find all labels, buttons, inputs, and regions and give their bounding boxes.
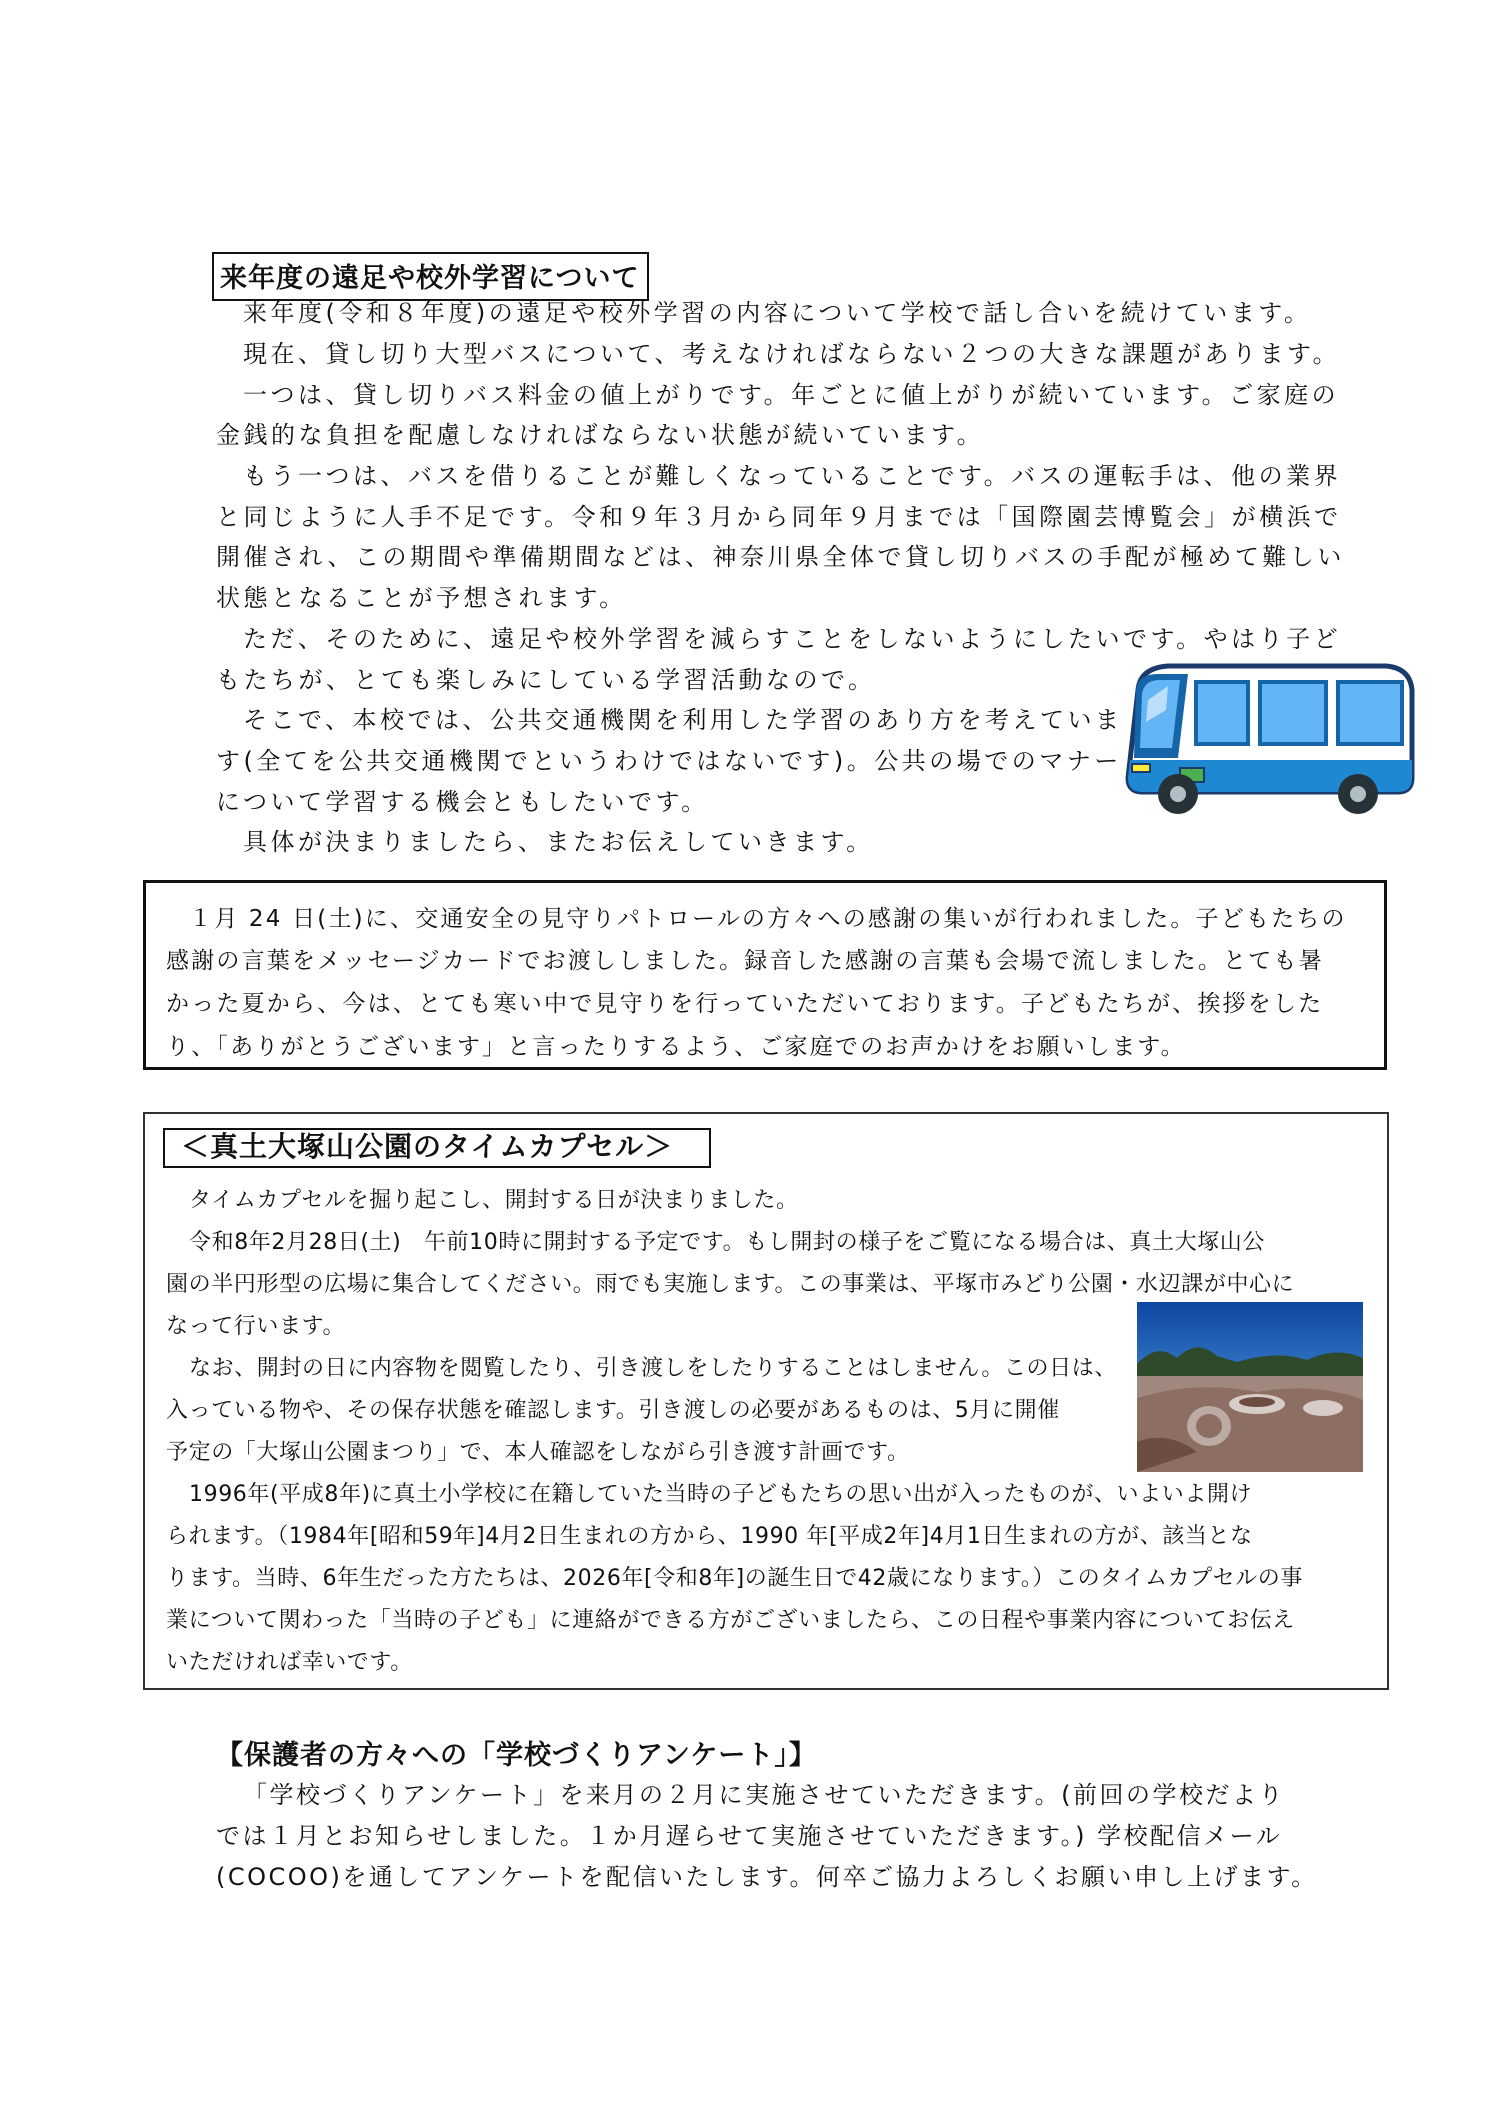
bus-line-6: と同じように人手不足です。令和９年３月から同年９月までは「国際園芸博覧会」が横浜で	[216, 503, 1342, 531]
bus-line-1: 来年度(令和８年度)の遠足や校外学習の内容について学校で話し合いを続けています。	[243, 299, 1312, 327]
bus-line-11: そこで、本校では、公共交通機関を利用した学習のあり方を考えていま	[243, 706, 1123, 734]
capsule-line-11: 業について関わった「当時の子ども」に連絡ができる方がございましたら、この日程や事業内容についてお伝え	[166, 1608, 1295, 1633]
capsule-line-2: 令和8年2月28日(土) 午前10時に開封する予定です。もし開封の様子をご覧になる場合は、真土大塚山公	[189, 1230, 1265, 1255]
capsule-line-5: なお、開封の日に内容物を閲覧したり、引き渡しをしたりすることはしません。この日は、	[189, 1356, 1117, 1381]
park-photo	[1137, 1302, 1363, 1472]
bus-line-3: 一つは、貸し切りバス料金の値上がりです。年ごとに値上がりが続いています。ご家庭の	[243, 381, 1340, 409]
patrol-line-3: かった夏から、今は、とても寒い中で見守りを行っていただいております。子どもたちが、挨拶をした	[166, 991, 1324, 1017]
bus-line-2: 現在、貸し切り大型バスについて、考えなければならない２つの大きな課題があります。	[243, 340, 1341, 368]
capsule-line-6: 入っている物や、その保存状態を確認します。引き渡しの必要があるものは、5月に開催	[166, 1398, 1060, 1423]
capsule-line-10: ります。当時、6年生だった方たちは、2026年[令和8年]の誕生日で42歳になります。）このタイムカプセルの事	[166, 1566, 1303, 1591]
bus-section-heading: 来年度の遠足や校外学習について	[212, 252, 649, 301]
capsule-line-8: 1996年(平成8年)に真土小学校に在籍していた当時の子どもたちの思い出が入ったものが、いよいよ開け	[189, 1482, 1253, 1507]
bus-line-14: 具体が決まりましたら、またお伝えしていきます。	[243, 828, 874, 856]
survey-line-3: (COCOO)を通してアンケートを配信いたします。何卒ご協力よろしくお願い申し上げます。	[216, 1863, 1318, 1891]
bus-line-12: す(全てを公共交通機関でというわけではないです)。公共の場でのマナー	[216, 747, 1122, 775]
bus-line-7: 開催され、この期間や準備期間などは、神奈川県全体で貸し切りバスの手配が極めて難しい	[216, 543, 1345, 571]
bus-line-4: 金銭的な負担を配慮しなければならない状態が続いています。	[216, 421, 985, 449]
survey-line-1: 「学校づくりアンケート」を来月の２月に実施させていただきます。(前回の学校だより	[243, 1781, 1286, 1809]
survey-line-2: では１月とお知らせしました。１か月遅らせて実施させていただきます。) 学校配信メール	[216, 1822, 1283, 1850]
bus-line-5: もう一つは、バスを借りることが難しくなっていることです。バスの運転手は、他の業界	[243, 462, 1342, 490]
patrol-line-2: 感謝の言葉をメッセージカードでお渡ししました。録音した感謝の言葉も会場で流しました。とても暑	[166, 948, 1324, 974]
bus-body	[1128, 666, 1412, 792]
bus-illustration	[1118, 660, 1418, 820]
capsule-line-12: いただければ幸いです。	[166, 1650, 413, 1675]
bus-line-8: 状態となることが予想されます。	[216, 584, 627, 612]
bus-line-9: ただ、そのために、遠足や校外学習を減らすことをしないようにしたいです。やはり子ど	[243, 625, 1342, 653]
bus-line-13: について学習する機会ともしたいです。	[216, 788, 709, 816]
capsule-line-4: なって行います。	[166, 1314, 346, 1339]
time-capsule-heading: ＜真土大塚山公園のタイムカプセル＞	[163, 1128, 711, 1168]
survey-heading: 【保護者の方々への「学校づくりアンケート」】	[216, 1740, 817, 1771]
capsule-line-7: 予定の「大塚山公園まつり」で、本人確認をしながら引き渡す計画です。	[166, 1440, 910, 1465]
capsule-line-3: 園の半円形型の広場に集合してください。雨でも実施します。この事業は、平塚市みどり公園・水辺課が中心に	[166, 1272, 1295, 1297]
bus-line-10: もたちが、とても楽しみにしている学習活動なので。	[216, 666, 876, 694]
capsule-line-9: られます。（1984年[昭和59年]4月2日生まれの方から、1990 年[平成2年]4月1日生まれの方が、該当とな	[166, 1524, 1253, 1549]
patrol-line-4: り、「ありがとうございます」と言ったりするよう、ご家庭でのお声かけをお願いします。	[166, 1034, 1186, 1060]
capsule-line-1: タイムカプセルを掘り起こし、開封する日が決まりました。	[189, 1188, 799, 1213]
patrol-line-1: １月 24 日(土)に、交通安全の見守りパトロールの方々への感謝の集いが行われました。子どもたちの	[189, 906, 1347, 932]
